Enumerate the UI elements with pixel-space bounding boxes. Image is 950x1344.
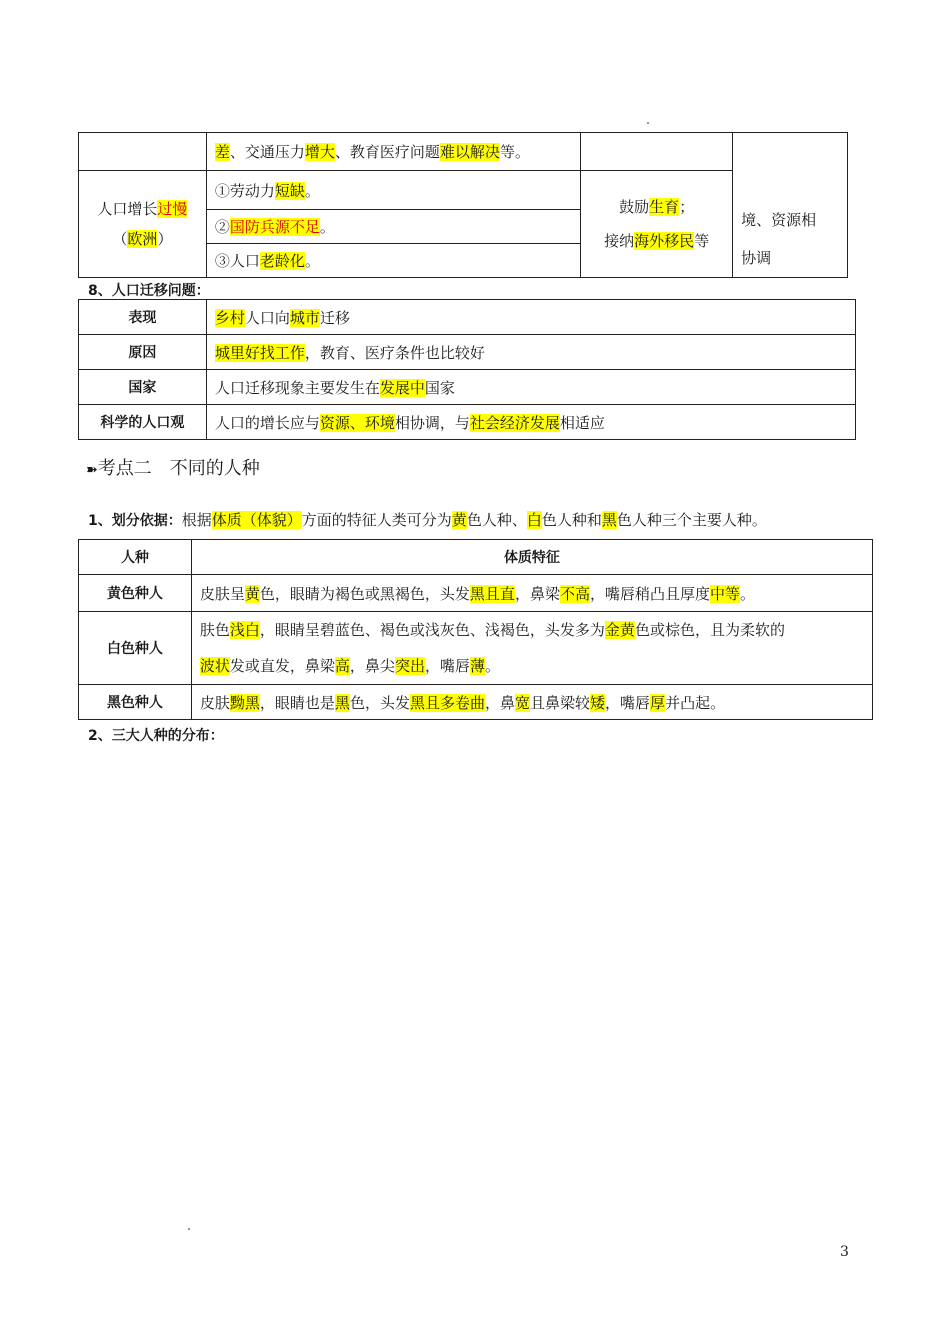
arrow-icon: ➽ bbox=[86, 462, 98, 478]
row-label: 原因 bbox=[79, 335, 207, 370]
header-features: 体质特征 bbox=[191, 540, 872, 575]
table-cell bbox=[79, 133, 207, 171]
page-mark bbox=[647, 122, 649, 124]
population-problems-table bbox=[78, 132, 848, 278]
table-cell: 差、交通压力增大、教育医疗问题难以解决等。 bbox=[206, 133, 580, 171]
table-cell: 乡村人口向城市迁移 bbox=[206, 300, 855, 335]
table-cell: 皮肤黝黑，眼睛也是黑色，头发黑且多卷曲，鼻宽且鼻梁较矮，嘴唇厚并凸起。 bbox=[191, 685, 872, 720]
table-cell bbox=[581, 133, 733, 171]
row-label: 表现 bbox=[79, 300, 207, 335]
table-cell: 皮肤呈黄色，眼睛为褐色或黑褐色，头发黑且直，鼻梁不高，嘴唇稍凸且厚度中等。 bbox=[191, 575, 872, 612]
table-cell: ③人口老龄化。 bbox=[206, 244, 580, 278]
row-label: 科学的人口观 bbox=[79, 405, 207, 440]
page-number: 3 bbox=[840, 1244, 849, 1260]
table-cell: 城里好找工作，教育、医疗条件也比较好 bbox=[206, 335, 855, 370]
table-cell: ②国防兵源不足。 bbox=[206, 210, 580, 244]
row-label: 黑色种人 bbox=[79, 685, 192, 720]
basis-line: 1、划分依据：根据体质（体貌）方面的特征人类可分为黄色人种、白色人种和黑色人种三个主要人种。 bbox=[88, 511, 767, 529]
row-label: 国家 bbox=[79, 370, 207, 405]
row-label: 白色种人 bbox=[79, 612, 192, 685]
slow-growth-label: 人口增长过慢 （欧洲） bbox=[79, 171, 207, 278]
section-title: ➽考点二 不同的人种 bbox=[86, 458, 260, 479]
table-cell: ①劳动力短缺。 bbox=[206, 171, 580, 210]
races-table bbox=[78, 539, 873, 720]
distribution-heading: 2、三大人种的分布： bbox=[88, 728, 224, 744]
page-mark bbox=[188, 1228, 190, 1230]
row-label: 黄色种人 bbox=[79, 575, 192, 612]
table-cell: 人口的增长应与资源、环境相协调，与社会经济发展相适应 bbox=[206, 405, 855, 440]
migration-table bbox=[78, 299, 856, 440]
goal-cell: 境、资源相 协调 bbox=[733, 133, 848, 278]
measures-cell: 鼓励生育； 接纳海外移民等 bbox=[581, 171, 733, 278]
table-cell: 人口迁移现象主要发生在发展中国家 bbox=[206, 370, 855, 405]
table-cell: 肤色浅白，眼睛呈碧蓝色、褐色或浅灰色、浅褐色，头发多为金黄色或棕色，且为柔软的 波状发或直发，鼻梁高，鼻尖突出，嘴唇薄。 bbox=[191, 612, 872, 685]
migration-heading: 8、人口迁移问题： bbox=[88, 283, 210, 299]
header-race: 人种 bbox=[79, 540, 192, 575]
